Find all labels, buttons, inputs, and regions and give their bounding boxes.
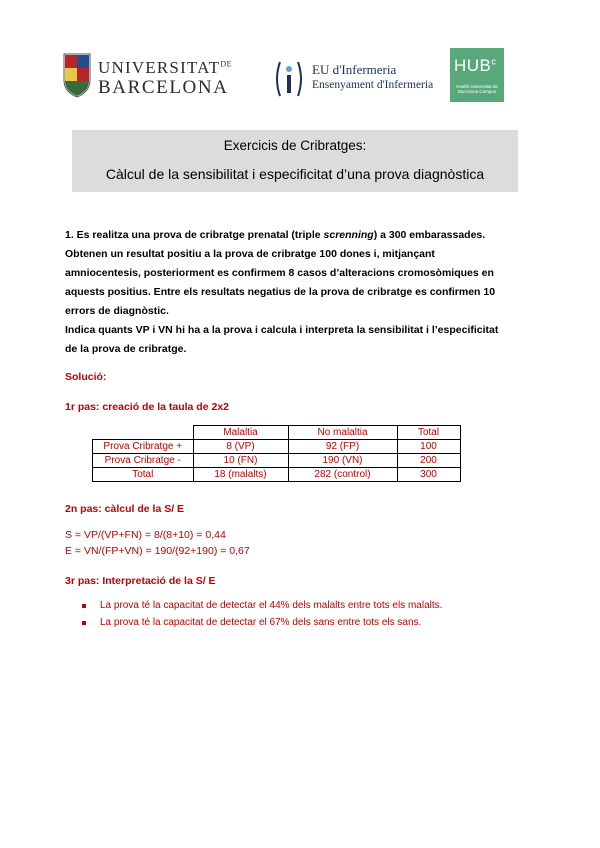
list-item-text: La prova té la capacitat de detectar el 67% dels sans entre tots els sans.	[100, 617, 422, 628]
step3-heading: 3r pas: Interpretació de la S/ E	[65, 575, 216, 587]
interpretation-list	[82, 600, 442, 634]
table-header-cell: Malaltia	[193, 426, 288, 440]
step1-heading: 1r pas: creació de la taula de 2x2	[65, 401, 230, 413]
exercise-line-5: errors de diagnòstic.	[65, 305, 169, 317]
formula-sensitivity: S = VP/(VP+FN) = 8/(8+10) = 0,44	[65, 529, 226, 541]
list-item-text: La prova té la capacitat de detectar el 44% dels malalts entre tots els malalts.	[100, 600, 443, 611]
hub-campus-logo	[450, 48, 504, 102]
table-cell: Total	[93, 468, 194, 482]
table-row	[93, 440, 461, 454]
table-cell: 190 (VN)	[288, 454, 397, 468]
question-line-1: Indica quants VP i VN hi ha a la prova i calcula i interpreta la sensibilitat i l’especificitat	[65, 324, 499, 336]
bullet-icon	[82, 621, 86, 625]
list-item	[82, 600, 442, 617]
exercise-question	[65, 321, 503, 359]
table-row	[93, 454, 461, 468]
table-cell: 100	[397, 440, 460, 454]
table-header-cell: Total	[397, 426, 460, 440]
hub-logo-subtitle: Health Universitat de Barcelona Campus	[456, 84, 498, 94]
table-cell: 10 (FN)	[193, 454, 288, 468]
ub-logo-line1: $UNIVERSITAT^{DE}$	[98, 58, 233, 77]
exercise-line-1: 1. Es realitza una prova de cribratge prenatal (triple screnning) a 300 embarassades.	[65, 229, 486, 241]
table-corner-cell	[93, 426, 194, 440]
title-band	[72, 130, 518, 192]
eu-logo-line2: Ensenyament d'Infermeria	[312, 79, 434, 91]
table-row	[93, 468, 461, 482]
table-header-row	[93, 426, 461, 440]
page-subtitle: Càlcul de la sensibilitat i especificitat d’una prova diagnòstica	[105, 166, 485, 182]
table-cell: 8 (VP)	[193, 440, 288, 454]
list-item	[82, 617, 442, 634]
table-cell: 282 (control)	[288, 468, 397, 482]
eu-logo-line1: EU d'Infermeria	[312, 62, 397, 77]
table-cell: 18 (malalts)	[193, 468, 288, 482]
table-cell: 300	[397, 468, 460, 482]
exercise-statement	[65, 226, 503, 321]
contingency-table	[92, 425, 461, 482]
table-cell: Prova Cribratge -	[93, 454, 194, 468]
universitat-barcelona-logo	[62, 52, 232, 100]
hub-logo-text: HUB$^c$	[454, 56, 497, 75]
exercise-line-3: amniocentesis, posteriorment es confirmem 8 casos d’alteracions cromosòmiques en	[65, 267, 494, 279]
table-cell: Prova Cribratge +	[93, 440, 194, 454]
page-title: Exercicis de Cribratges:	[223, 138, 367, 153]
question-line-2: de la prova de cribratge.	[65, 343, 187, 355]
solution-label: Solució:	[65, 371, 107, 383]
ub-logo-line2: BARCELONA	[98, 77, 229, 98]
step2-heading: 2n pas: càlcul de la S/ E	[65, 503, 185, 515]
eu-infermeria-mark-icon	[272, 58, 306, 100]
formula-specificity: E = VN/(FP+VN) = 190/(92+190) = 0,67	[65, 545, 250, 557]
bullet-icon	[82, 604, 86, 608]
exercise-line-4: aquests positius. Entre els resultats negatius de la prova de cribratge es confirmen 10	[65, 286, 496, 298]
table-header-cell: No malaltia	[288, 426, 397, 440]
eu-infermeria-logo	[272, 58, 442, 100]
ub-crest-icon	[62, 52, 92, 98]
exercise-line-2: Obtenen un resultat positiu a la prova de cribratge 100 dones i, mitjançant	[65, 248, 435, 260]
table-cell: 92 (FP)	[288, 440, 397, 454]
table-cell: 200	[397, 454, 460, 468]
